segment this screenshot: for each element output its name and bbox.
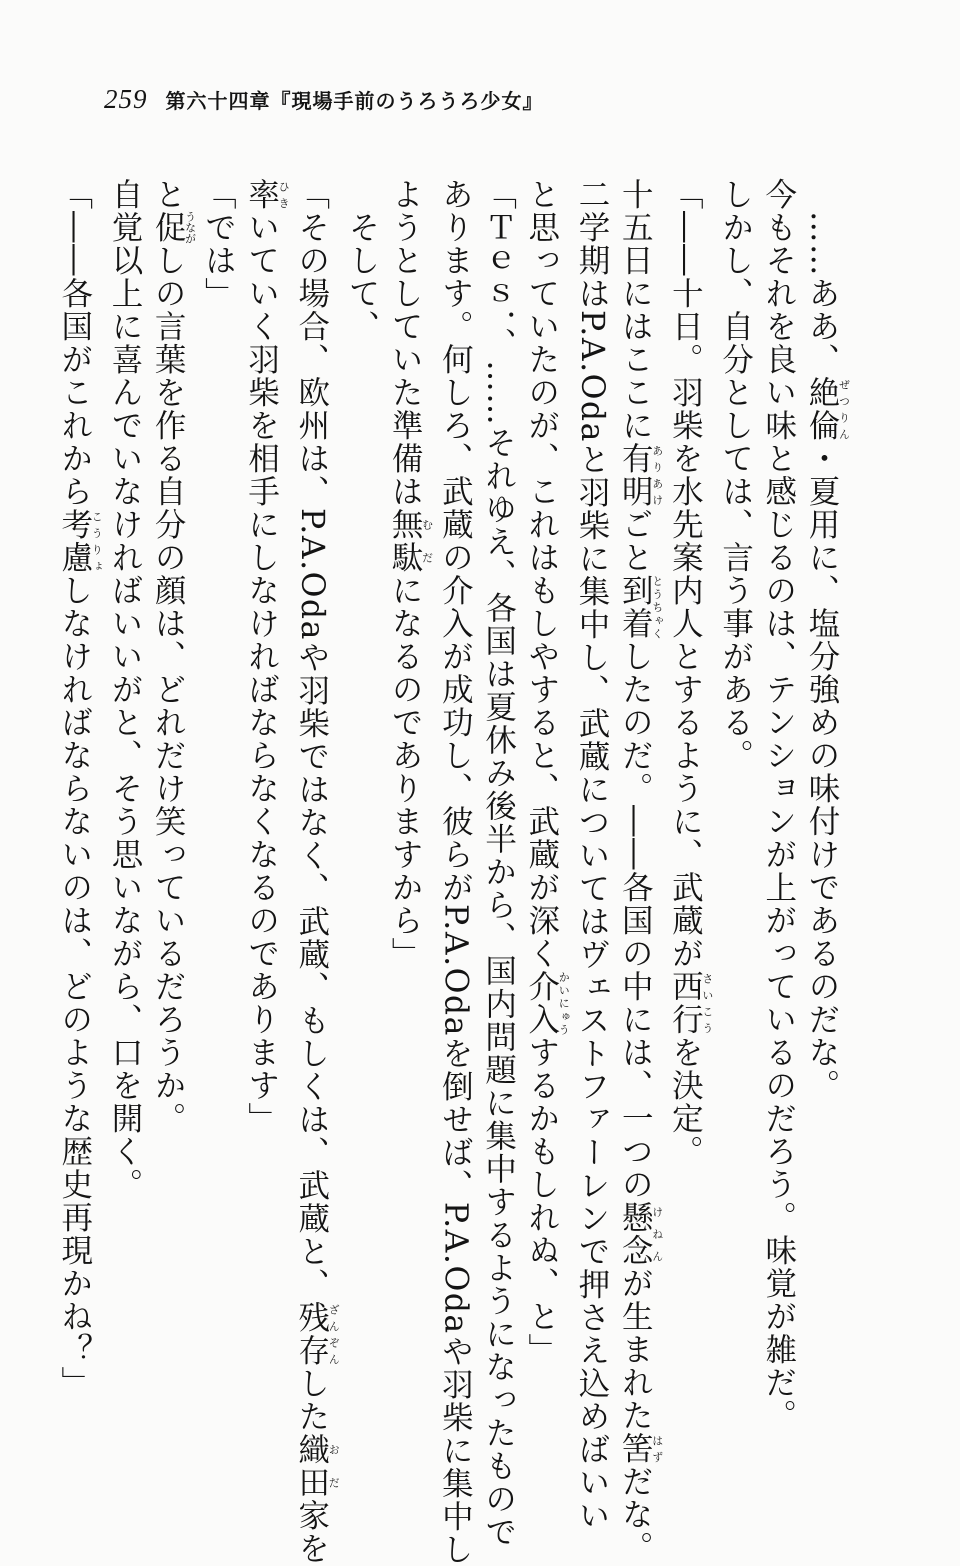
- ruby-word: 到着とうちゃく: [617, 574, 664, 640]
- text-line: 「――十日。羽柴を水先案内人とするように、武蔵が西行さいこうを決定。: [667, 178, 714, 1168]
- text-line: 「では」: [200, 178, 237, 310]
- furigana: おだ: [327, 1432, 341, 1499]
- text-line: ……ああ、絶倫ぜつりん・夏用に、塩分強めの味付けであるのだな。: [804, 211, 851, 1102]
- text-line: 「――各国がこれから考慮こうりょしなければならないのは、どのような歴史再現かね？」: [56, 178, 104, 1399]
- ruby-word: 織田おだ: [293, 1432, 341, 1499]
- text-line: 十五日にはここに有明ありあけごと到着とうちゃくしたのだ。――各国の中には、一つの懸念けねんが生まれた筈はずだな。: [617, 178, 664, 1564]
- ruby-word: 絶倫ぜつりん: [804, 376, 851, 442]
- chapter-title: 第六十四章『現場手前のうろうろ少女』: [165, 89, 544, 113]
- ruby-word: 介入かいにゅう: [523, 970, 571, 1036]
- furigana: ひき: [277, 178, 291, 211]
- text-line: と促うながしの言葉を作る自分の顔は、どれだけ笑っているだろうか。: [150, 178, 197, 1135]
- furigana: かいにゅう: [557, 970, 571, 1036]
- text-line: と思っていたのが、これはもしやすると、武蔵が深く介入かいにゅうするかもしれぬ、と」: [523, 178, 571, 1366]
- furigana: はず: [650, 1432, 664, 1465]
- ruby-word: 懸念けねん: [617, 1201, 664, 1267]
- furigana: ざんぞん: [327, 1300, 341, 1367]
- text-line: 「その場合、欧州は、P.A.Odaや羽柴ではなく、武蔵、もしくは、武蔵と、残存ざんぞんした織田おだ家を: [293, 178, 341, 1565]
- text-line: 自覚以上に喜んでいなければいいがと、そう思いながら、口を開く。: [106, 178, 143, 1201]
- furigana: けねん: [650, 1201, 664, 1267]
- furigana: さいこう: [700, 970, 714, 1036]
- text-line: 率ひきいていく羽柴を相手にしなければならなくなるのであります」: [243, 178, 291, 1135]
- text-line: しかし、自分としては、言う事がある。: [717, 178, 754, 772]
- text-line: ようとしていた準備は無駄むだになるのでありますから」: [387, 178, 434, 970]
- text-line: そして、: [343, 211, 380, 343]
- furigana: ありあけ: [650, 442, 664, 508]
- furigana: こうりょ: [90, 508, 104, 574]
- page-number: 259: [104, 84, 148, 114]
- ruby-word: 筈はず: [617, 1432, 664, 1465]
- ruby-word: 西行さいこう: [667, 970, 714, 1036]
- running-header: [104, 84, 544, 124]
- ruby-word: 無駄むだ: [387, 508, 434, 574]
- ruby-word: 促うなが: [150, 211, 197, 244]
- furigana: ぜつりん: [837, 376, 851, 442]
- furigana: むだ: [420, 508, 434, 574]
- ruby-word: 考慮こうりょ: [56, 508, 104, 574]
- text-line: 「Ｔｅｓ．、……それゆえ、各国は夏休み後半から、国内問題に集中するようになったもので: [480, 178, 517, 1549]
- text-line: あります。何しろ、武蔵の介入が成功し、彼らがP.A.Odaを倒せば、P.A.Odaや羽柴に集中し: [437, 178, 474, 1566]
- furigana: うなが: [183, 211, 197, 244]
- text-line: 今もそれを良い味と感じるのは、テンションが上がっているのだろう。味覚が雑だ。: [760, 178, 797, 1432]
- furigana: とうちゃく: [650, 574, 664, 640]
- ruby-word: 有明ありあけ: [617, 442, 664, 508]
- text-line: 二学期はP.A.Odaと羽柴に集中し、武蔵についてはヴェストファーレンで押さえ込めばいい: [573, 178, 610, 1532]
- ruby-word: 残存ざんぞん: [293, 1300, 341, 1367]
- body-text: [56, 178, 851, 1566]
- ruby-word: 率ひき: [243, 178, 291, 211]
